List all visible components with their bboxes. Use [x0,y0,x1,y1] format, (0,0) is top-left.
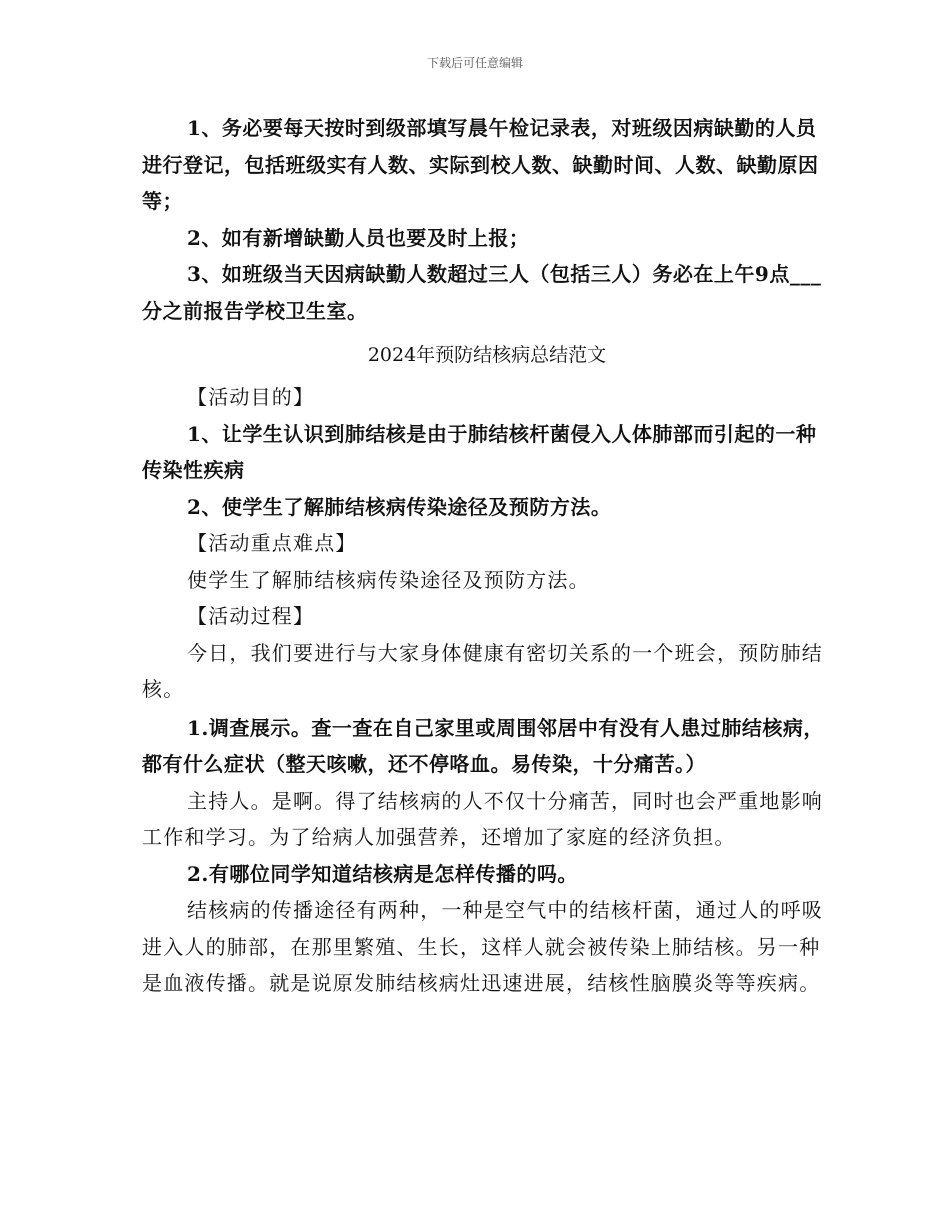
paragraph-spread: 结核病的传播途径有两种，一种是空气中的结核杆菌，通过人的呼吸进入人的肺部，在那里繁殖、生长，这样人就会被传染上肺结核。另一种是血液传播。就是说原发肺结核病灶迅速进展，结核性脑膜炎等等疾病。 [142,898,823,995]
paragraph-rule-1: 1、务必要每天按时到级部填写晨午检记录表，对班级因病缺勤的人员进行登记，包括班级实有人数、实际到校人数、缺勤时间、人数、缺勤原因等； [142,116,819,213]
section-heading-goal: 【活动目的】 [187,385,315,409]
paragraph-step-1: 1.调查展示。查一查在自己家里或周围邻居中有没有人患过肺结核病，都有什么症状（整天咳嗽，还不停咯血。易传染，十分痛苦。） [142,715,824,776]
paragraph-host: 主持人。是啊。得了结核病的人不仅十分痛苦，同时也会严重地影响工作和学习。为了给病人加强营养，还增加了家庭的经济负担。 [142,788,823,849]
paragraph-rule-2: 2、如有新增缺勤人员也要及时上报； [187,225,530,250]
paragraph-key-points: 使学生了解肺结核病传染途径及预防方法。 [187,567,590,592]
paragraph-intro: 今日，我们要进行与大家身体健康有密切关系的一个班会，预防肺结核。 [142,640,823,701]
paragraph-goal-2: 2、使学生了解肺结核病传染途径及预防方法。 [187,494,612,519]
paragraph-step-2: 2.有哪位同学知道结核病是怎样传播的吗。 [187,861,578,886]
paragraph-goal-1: 1、让学生认识到肺结核是由于肺结核杆菌侵入人体肺部而引起的一种传染性疾病 [142,421,817,482]
document-title: 2024年预防结核病总结范文 [367,344,607,366]
section-heading-process: 【活动过程】 [187,604,315,628]
document-body [142,110,832,1002]
paragraph-rule-3: 3、如班级当天因病缺勤人数超过三人（包括三人）务必在上午9点___分之前报告学校卫生室。 [142,262,822,323]
section-heading-key-points: 【活动重点难点】 [187,531,357,555]
page-header: 下载后可任意编辑 [426,56,523,70]
